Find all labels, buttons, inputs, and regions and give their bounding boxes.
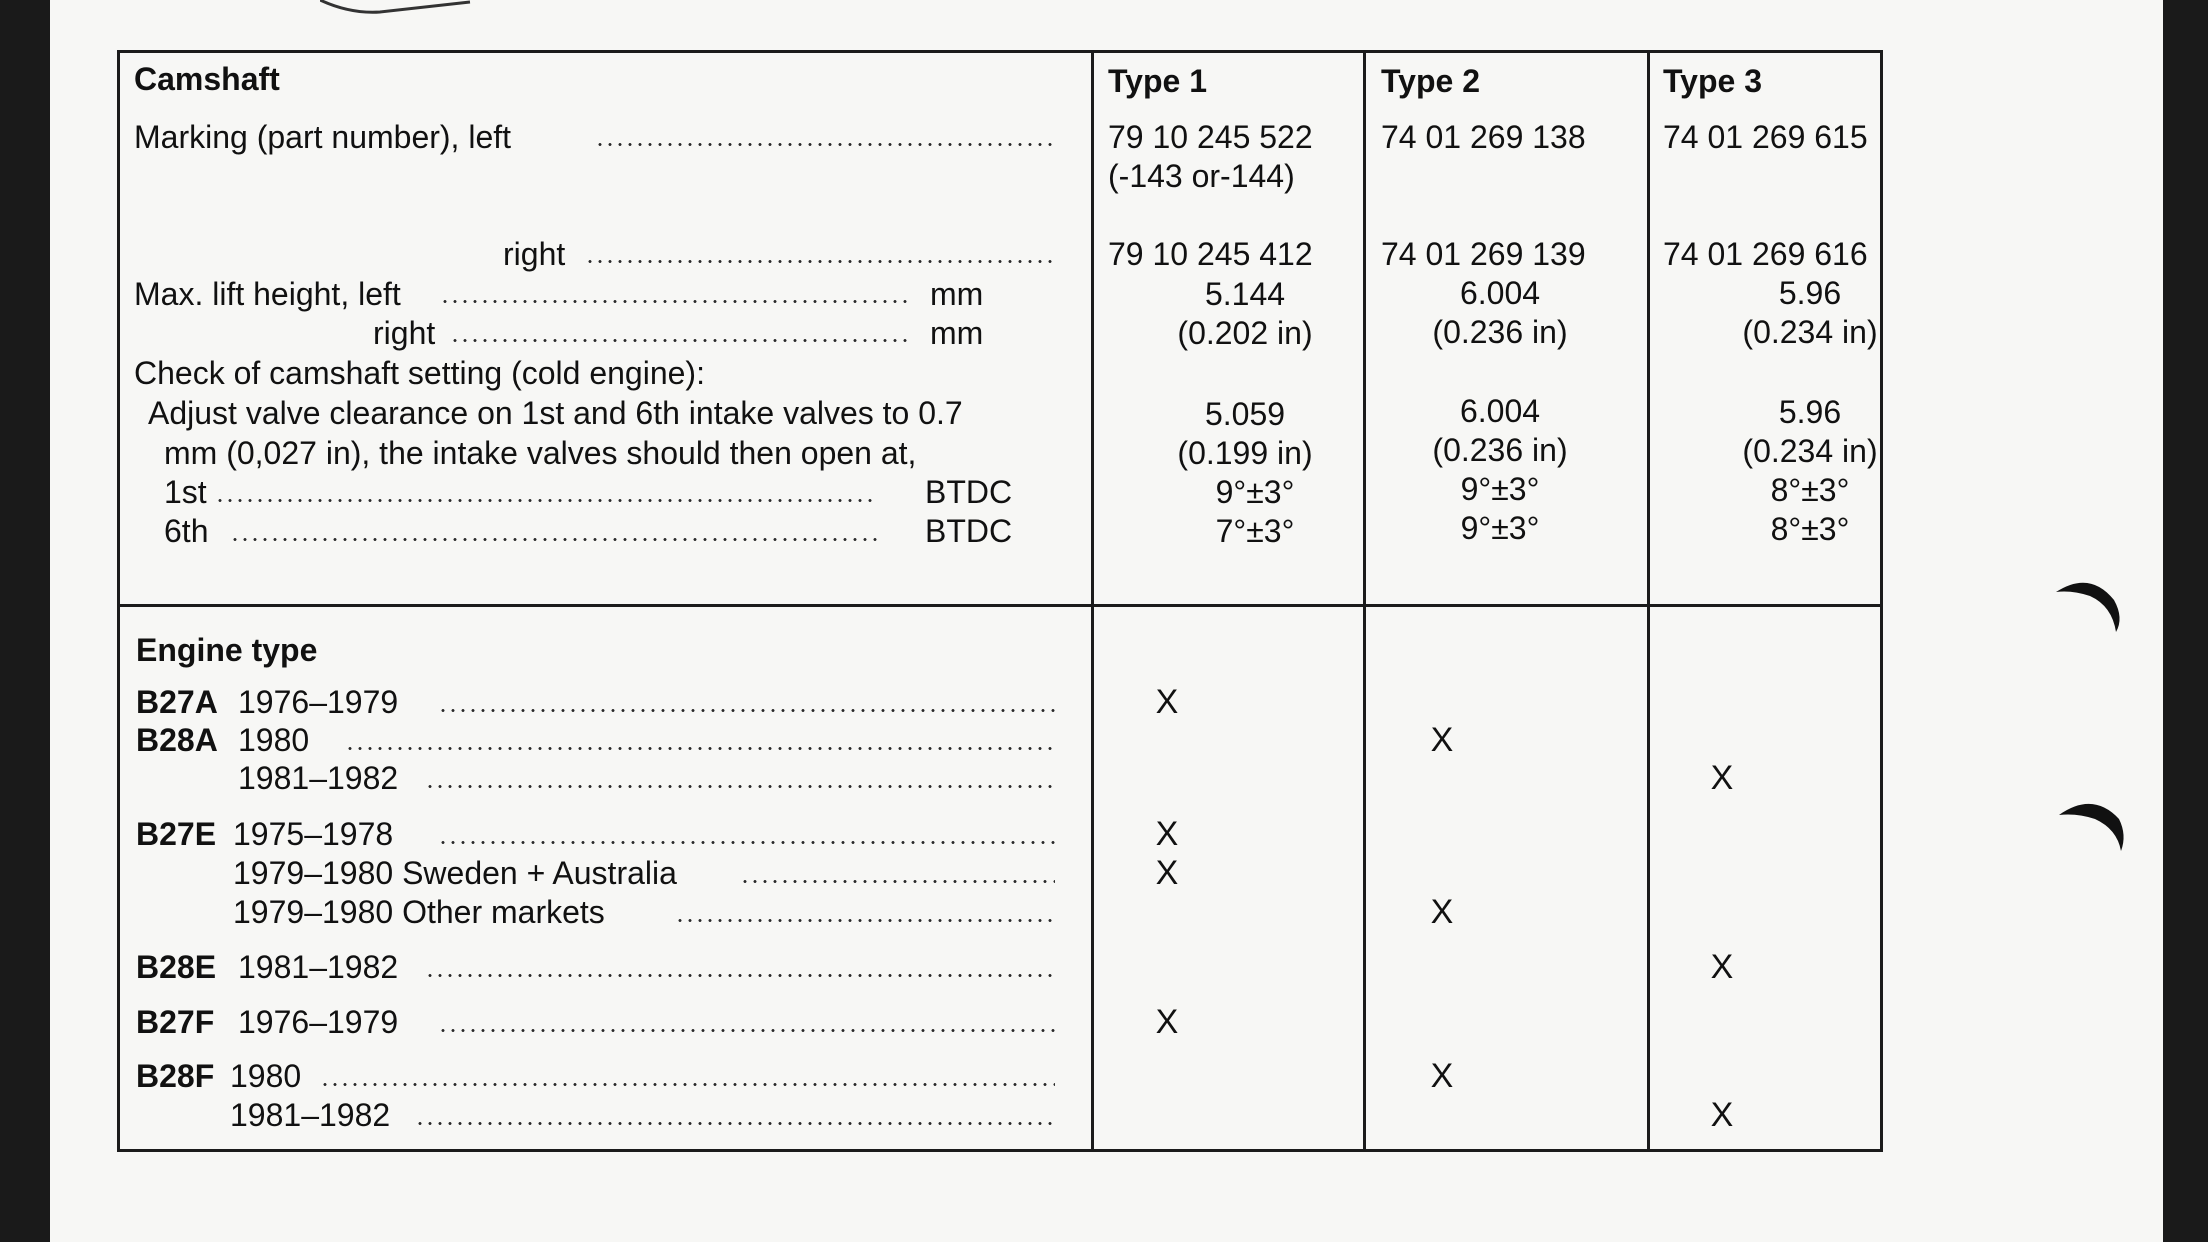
column-header-type-1: Type 1 (1108, 63, 1207, 99)
adjust-mm-type-1: 5.059 (1204, 396, 1286, 432)
engine-years: 1981–1982 (238, 760, 399, 796)
marking-left-type-2: 74 01 269 138 (1381, 119, 1586, 155)
marking-left-note: (-143 or-144) (1108, 158, 1295, 194)
leader-dots (215, 499, 875, 502)
column-header-type-3: Type 3 (1663, 63, 1762, 99)
sixth-valve-label: 6th (164, 513, 209, 549)
section-divider (120, 604, 1880, 607)
engine-years: 1979–1980 Other markets (233, 894, 605, 930)
engine-code-b27e: B27E (136, 816, 217, 852)
engine-code-b28f: B28F (136, 1058, 215, 1094)
lift-in-type-2: (0.236 in) (1432, 314, 1568, 350)
column-header-type-2: Type 2 (1381, 63, 1480, 99)
adjust-in-type-1: (0.199 in) (1177, 435, 1313, 471)
leader-dots (450, 339, 910, 342)
lift-mm-type-2: 6.004 (1459, 275, 1541, 311)
engine-mark-type-1: X (1155, 815, 1179, 853)
binder-hole-upper (2050, 570, 2130, 650)
engine-code-b28e: B28E (136, 949, 217, 985)
check-setting-label: Check of camshaft setting (cold engine): (134, 355, 705, 391)
first-btdc-label: BTDC (925, 474, 1013, 510)
marking-left-type-1: 79 10 245 522 (1108, 119, 1313, 155)
lift-mm-type-1: 5.144 (1204, 276, 1286, 312)
engine-years: 1981–1982 (238, 949, 399, 985)
scanned-page (50, 0, 2163, 1242)
leader-dots (438, 841, 1055, 844)
sixth-timing-type-2: 9°±3° (1460, 510, 1540, 546)
leader-dots (438, 1029, 1055, 1032)
marking-right-label: right (503, 236, 566, 272)
leader-dots (425, 974, 1055, 977)
leader-dots (425, 785, 1055, 788)
leader-dots (740, 880, 1055, 883)
leader-dots (415, 1122, 1055, 1125)
engine-code-b27f: B27F (136, 1004, 215, 1040)
sixth-timing-type-1: 7°±3° (1215, 513, 1295, 549)
adjust-mm-type-2: 6.004 (1459, 393, 1541, 429)
first-timing-type-2: 9°±3° (1460, 471, 1540, 507)
leader-dots (585, 260, 1055, 263)
first-timing-type-3: 8°±3° (1770, 472, 1850, 508)
engine-years: 1976–1979 (238, 684, 399, 720)
page-corner-mark (320, 0, 520, 20)
column-divider (1647, 53, 1650, 1149)
lift-right-unit: mm (930, 315, 984, 351)
marking-left-type-3: 74 01 269 615 (1663, 119, 1868, 155)
engine-mark-type-3: X (1710, 1096, 1734, 1134)
engine-years: 1976–1979 (238, 1004, 399, 1040)
marking-right-type-2: 74 01 269 139 (1381, 236, 1586, 272)
leader-dots (595, 143, 1055, 146)
engine-code-b28a: B28A (136, 722, 218, 758)
binder-hole-lower (2053, 785, 2133, 865)
lift-left-unit: mm (930, 276, 984, 312)
sixth-btdc-label: BTDC (925, 513, 1013, 549)
marking-right-type-1: 79 10 245 412 (1108, 236, 1313, 272)
engine-mark-type-1: X (1155, 683, 1179, 721)
engine-years: 1979–1980 Sweden + Australia (233, 855, 677, 891)
camshaft-spec-table (117, 50, 1883, 1152)
lift-in-type-3: (0.234 in) (1742, 314, 1878, 350)
engine-years: 1980 (238, 722, 310, 758)
engine-years: 1980 (230, 1058, 302, 1094)
lift-in-type-1: (0.202 in) (1177, 315, 1313, 351)
engine-mark-type-2: X (1430, 721, 1454, 759)
engine-mark-type-2: X (1430, 1057, 1454, 1095)
engine-mark-type-1: X (1155, 1003, 1179, 1041)
adjust-in-type-3: (0.234 in) (1742, 433, 1878, 469)
column-divider (1091, 53, 1094, 1149)
engine-mark-type-1: X (1155, 854, 1179, 892)
engine-years: 1981–1982 (230, 1097, 391, 1133)
leader-dots (230, 538, 880, 541)
adjust-instruction-line-1: Adjust valve clearance on 1st and 6th intake valves to 0.7 (148, 395, 963, 431)
adjust-in-type-2: (0.236 in) (1432, 432, 1568, 468)
camshaft-title: Camshaft (134, 61, 280, 97)
engine-mark-type-2: X (1430, 893, 1454, 931)
lift-left-label: Max. lift height, left (134, 276, 401, 312)
marking-right-type-3: 74 01 269 616 (1663, 236, 1868, 272)
leader-dots (440, 300, 910, 303)
lift-right-label: right (373, 315, 436, 351)
engine-mark-type-3: X (1710, 759, 1734, 797)
first-valve-label: 1st (164, 474, 207, 510)
leader-dots (320, 1083, 1055, 1086)
engine-code-b27a: B27A (136, 684, 218, 720)
lift-mm-type-3: 5.96 (1778, 275, 1842, 311)
first-timing-type-1: 9°±3° (1215, 474, 1295, 510)
leader-dots (675, 919, 1055, 922)
leader-dots (345, 747, 1055, 750)
marking-left-label: Marking (part number), left (134, 119, 512, 155)
leader-dots (438, 709, 1055, 712)
engine-mark-type-3: X (1710, 948, 1734, 986)
adjust-mm-type-3: 5.96 (1778, 394, 1842, 430)
column-divider (1363, 53, 1366, 1149)
sixth-timing-type-3: 8°±3° (1770, 511, 1850, 547)
engine-type-title: Engine type (136, 632, 318, 668)
adjust-instruction-line-2: mm (0,027 in), the intake valves should then open at, (164, 435, 917, 471)
engine-years: 1975–1978 (233, 816, 394, 852)
